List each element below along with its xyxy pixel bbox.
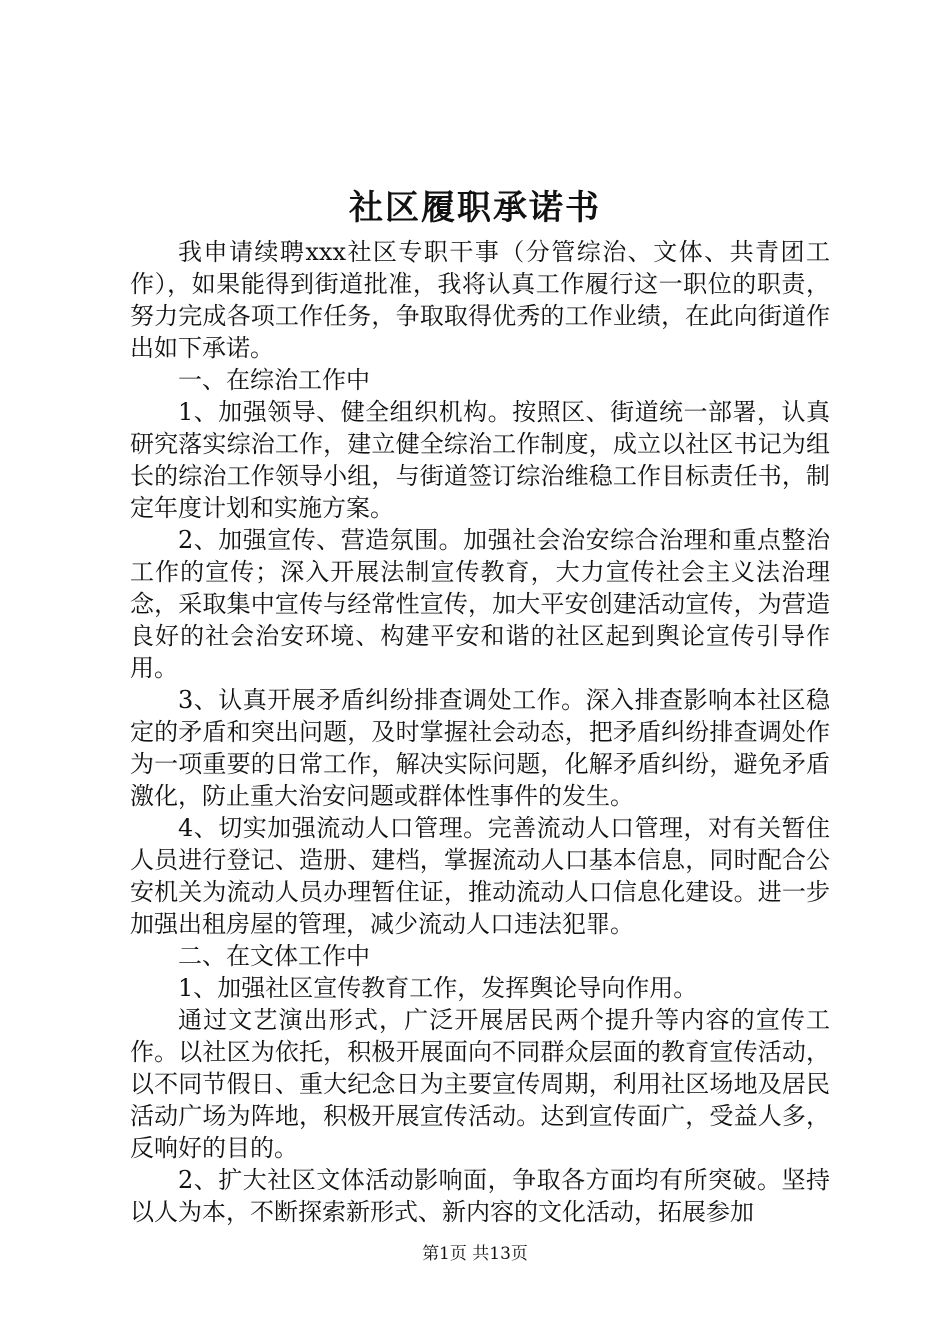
section-heading-wenti: 二、在文体工作中 (178, 942, 370, 970)
paragraph-item: 4、切实加强流动人口管理。完善流动人口管理，对有关暂住人员进行登记、造册、建档，掌握流动人口基本信息，同时配合公安机关为流动人员办理暂住证，推动流动人口信息化建设。进一步加强出租房屋的管理，减少流动人口违法犯罪。 (130, 814, 830, 938)
paragraph-item: 通过文艺演出形式，广泛开展居民两个提升等内容的宣传工作。以社区为依托，积极开展面向不同群众层面的教育宣传活动，以不同节假日、重大纪念日为主要宣传周期，利用社区场地及居民活动广场为阵地，积极开展宣传活动。达到宣传面广，受益人多，反响好的目的。 (130, 1006, 830, 1162)
paragraph-item: 1、加强领导、健全组织机构。按照区、街道统一部署，认真研究落实综治工作，建立健全综治工作制度，成立以社区书记为组长的综治工作领导小组，与街道签订综治维稳工作目标责任书，制定年度计划和实施方案。 (130, 398, 830, 522)
paragraph-item: 1、加强社区宣传教育工作，发挥舆论导向作用。 (178, 974, 698, 1002)
paragraph-item: 3、认真开展矛盾纠纷排查调处工作。深入排查影响本社区稳定的矛盾和突出问题，及时掌握社会动态，把矛盾纠纷排查调处作为一项重要的日常工作，解决实际问题，化解矛盾纠纷，避免矛盾激化，防止重大治安问题或群体性事件的发生。 (130, 686, 830, 810)
paragraph-item: 2、加强宣传、营造氛围。加强社会治安综合治理和重点整治工作的宣传；深入开展法制宣传教育，大力宣传社会主义法治理念，采取集中宣传与经常性宣传，加大平安创建活动宣传，为营造良好的社会治安环境、构建平安和谐的社区起到舆论宣传引导作用。 (130, 526, 830, 682)
document-body (130, 236, 830, 1228)
paragraph-item: 2、扩大社区文体活动影响面，争取各方面均有所突破。坚持以人为本，不断探索新形式、新内容的文化活动，拓展参加 (130, 1166, 830, 1226)
section-heading-zongzhi: 一、在综治工作中 (178, 366, 370, 394)
document-title: 社区履职承诺书 (349, 188, 601, 228)
paragraph-intro: 我申请续聘xxx社区专职干事（分管综治、文体、共青团工作），如果能得到街道批准，我将认真工作履行这一职位的职责，努力完成各项工作任务，争取取得优秀的工作业绩，在此向街道作出如下承诺。 (130, 238, 830, 362)
page-number-footer: 第1页 共13页 (422, 1244, 528, 1264)
